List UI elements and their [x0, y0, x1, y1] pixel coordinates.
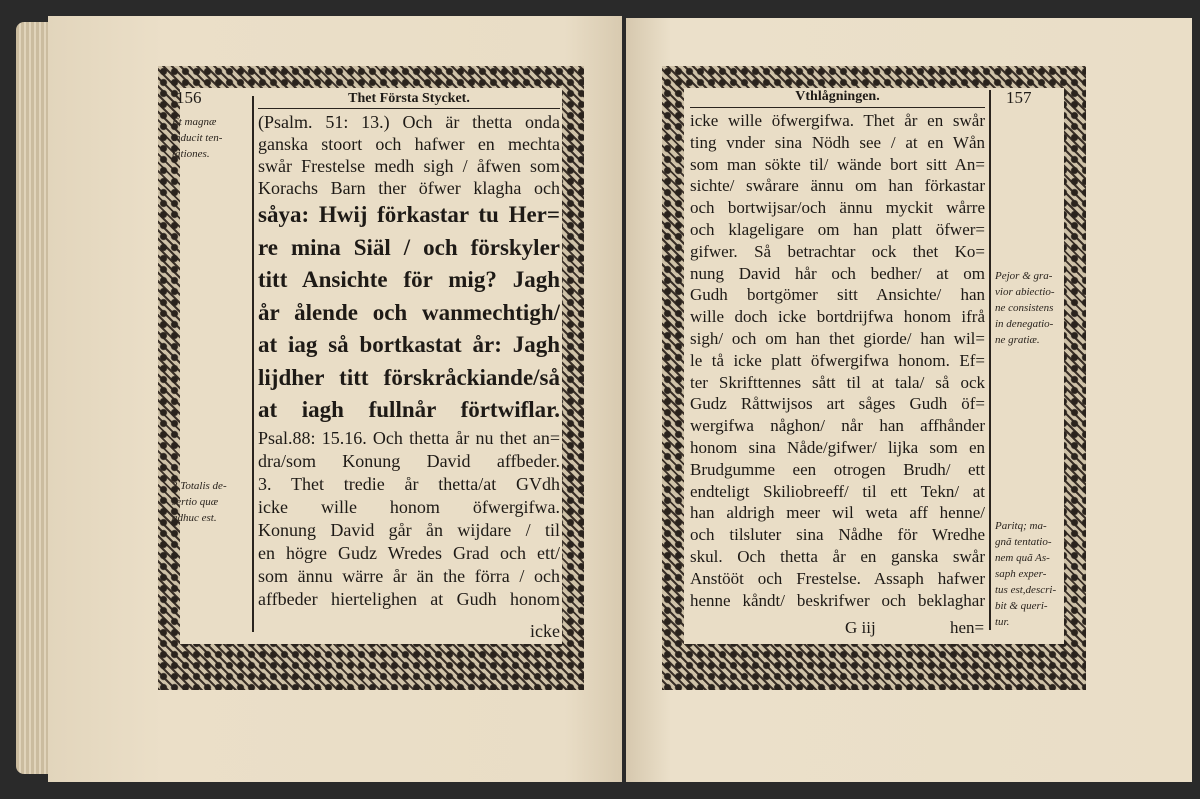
text-line: swår Frestelse medh sigh / åfwen som — [258, 156, 560, 176]
margin-note-line: in denegatio- — [995, 318, 1054, 330]
text-line: Korachs Barn ther öfwer klagha och — [258, 178, 560, 198]
margin-note-line: 3.Totalis de- — [172, 480, 227, 492]
text-line: Anstööt och Frestelse. Assaph hafwer — [690, 568, 985, 588]
margin-note-line: sertio quæ — [172, 496, 219, 508]
text-line: wille doch icke bortdrijfwa honom ifrå — [690, 307, 985, 327]
text-line: skul. Och thetta år en ganska swår — [690, 546, 985, 566]
text-line: ganska stoort och hafwer en mechta — [258, 134, 560, 154]
page-edges — [16, 22, 52, 774]
column-rule — [989, 90, 991, 630]
margin-note-line: Paritq; ma- — [995, 520, 1047, 532]
text-line: wergifwa någhon/ når han affhånder — [690, 416, 985, 436]
text-line: le tå icke platt öfwergifwa honom. Ef= — [690, 350, 985, 370]
margin-note-line: gnã tentatio- — [995, 536, 1052, 548]
text-line: affbeder hiertelighen at Gudh honom — [258, 588, 560, 609]
margin-note-line: bit & queri- — [995, 600, 1048, 612]
text-line: nung David hår och bedher/ at om — [690, 263, 985, 283]
text-line: år ålende och wanmechtigh/ — [258, 299, 560, 325]
text-line: at iag så bortkastat år: Jagh — [258, 332, 560, 357]
text-line: Konung David går ån wijdare / til — [258, 519, 560, 540]
text-line: lijdher titt förskråckiande/så — [258, 364, 560, 390]
head-rule — [690, 107, 985, 108]
catchword: hen= — [950, 618, 985, 637]
margin-note-line: Pejor & gra- — [995, 270, 1053, 282]
margin-note-line: tationes. — [172, 148, 210, 160]
column-rule — [252, 96, 254, 632]
text-line: ting vnder sina Nödh see / at en Wån — [690, 132, 985, 152]
page-number: 157 — [1006, 88, 1032, 107]
margin-note-line: ne consistens — [995, 302, 1054, 314]
text-line: såya: Hwij förkastar tu Her= — [258, 202, 560, 227]
margin-note-line: inducit ten- — [172, 132, 223, 144]
margin-note — [172, 478, 227, 526]
text-line: icke wille öfwergifwa. Thet år en swår — [690, 111, 985, 130]
running-head: Vthlågningen. — [795, 89, 880, 104]
margin-note-line: nem quã As- — [995, 552, 1050, 564]
text-line: han aldrigh meer wil weta aff henne/ — [690, 503, 985, 523]
text-line: henne kåndt/ beskrifwer och beklaghar — [690, 590, 985, 610]
text-line: gifwer. Så betrachtar ock thet Ko= — [690, 241, 985, 261]
margin-note — [995, 268, 1055, 348]
text-line: Gudh bortgömer sitt Ansichte/ han — [690, 285, 985, 305]
margin-note-line: adhuc est. — [172, 512, 217, 524]
text-line: endteligt Skiliobreeff/ til ett Tekn/ at — [690, 481, 985, 501]
text-line: honom sina Nåde/gifwer/ lijka som en — [690, 437, 985, 457]
text-line: at iagh fullnår förtwiflar. — [258, 397, 560, 422]
text-line: som ännu wärre år än the förra / och — [258, 565, 560, 586]
text-line: och klageligare om han platt öfwer= — [690, 219, 985, 239]
text-line: som man sökte til/ wände bort sitt An= — [690, 154, 985, 174]
margin-note-line: tus est,descri- — [995, 584, 1057, 596]
text-line: ter Skrifttennes sått til at tala/ så ock — [690, 372, 985, 392]
text-line: och tilsluter sina Nådhe för Wredhe — [690, 525, 985, 545]
margin-note-line: ne gratiæ. — [995, 334, 1040, 346]
running-head: Thet Första Stycket. — [348, 91, 470, 106]
right-body-text — [690, 110, 985, 611]
text-line: dra/som Konung David affbeder. — [258, 450, 560, 471]
text-line: icke wille honom öfwergifwa. — [258, 496, 560, 517]
margin-note-line: saph exper- — [995, 568, 1047, 580]
left-body-text — [258, 111, 560, 611]
text-line: och bortwijsar/och ännu myckit wårre — [690, 198, 985, 218]
text-line: sigh/ och om han thet giorde/ han wil= — [690, 328, 985, 348]
margin-note — [172, 114, 222, 162]
signature-mark: G iij — [845, 618, 876, 637]
margin-note — [995, 518, 1056, 630]
text-line: re mina Siäl / och förskyler — [258, 234, 560, 260]
text-line: Gudz Råttwijsos art såges Gudh öf= — [690, 394, 985, 414]
text-line: en högre Gudz Wredes Grad och ett/ — [258, 542, 560, 563]
margin-note-line: vior abiectio- — [995, 286, 1055, 298]
page-number: 156 — [176, 88, 202, 107]
head-rule — [258, 108, 560, 109]
text-line: 3. Thet tredie år thetta/at GVdh — [258, 473, 560, 494]
text-line: (Psalm. 51: 13.) Och är thetta onda — [258, 112, 560, 132]
text-line: titt Ansichte för mig? Jagh — [258, 267, 560, 292]
margin-note-line: Et magnæ — [172, 116, 217, 128]
text-line: Brudgumme een otrogen Brudh/ ett — [690, 459, 985, 479]
catchword: icke — [530, 621, 560, 641]
margin-note-line: tur. — [995, 616, 1010, 628]
text-line: Psal.88: 15.16. Och thetta år nu thet an= — [258, 427, 560, 448]
text-line: sichte/ swårare ännu om han förkastar — [690, 176, 985, 196]
